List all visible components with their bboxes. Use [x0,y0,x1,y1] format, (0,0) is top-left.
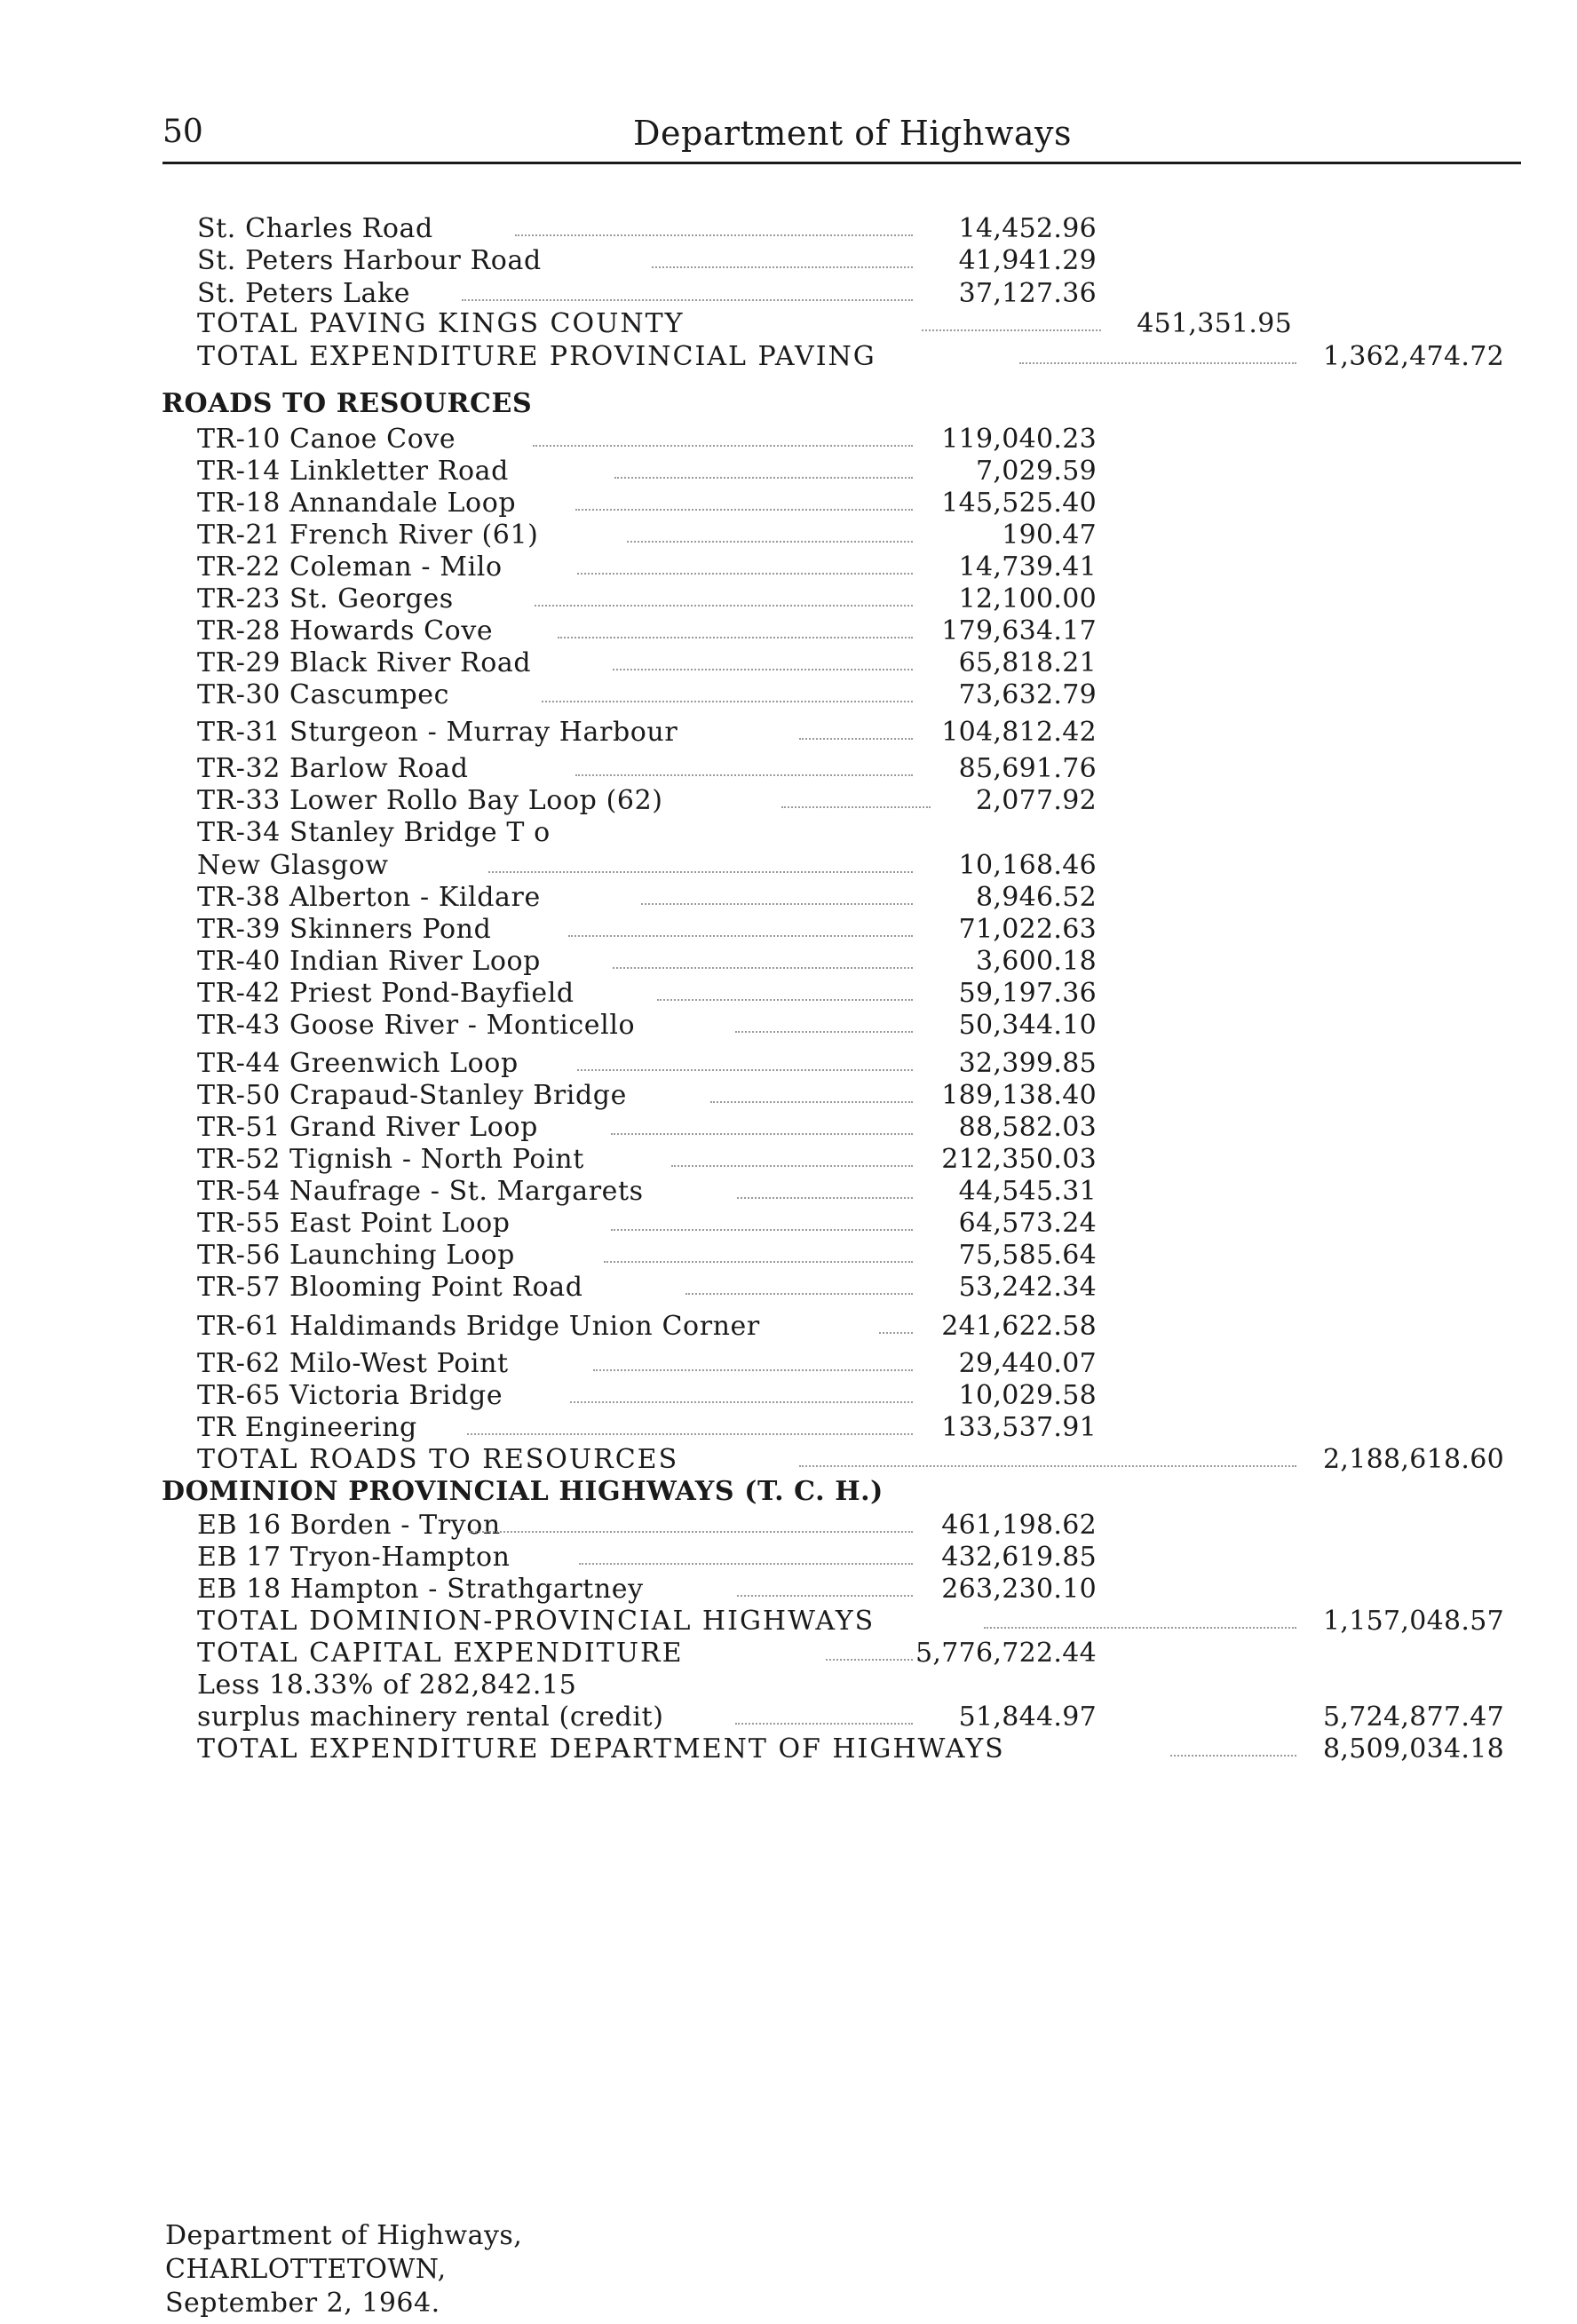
item-amount: 59,197.36 [958,978,1097,1009]
ledger-row [0,1080,1577,1112]
item-amount: 179,634.17 [941,615,1097,646]
ledger-row [0,1701,1577,1733]
section-heading [0,388,1577,420]
ledger-row [0,1670,1577,1701]
total-row [0,1606,1577,1638]
footer-date: September 2, 1964. [165,2288,440,2319]
ledger-row [0,1010,1577,1042]
dot-leader [1170,1755,1296,1757]
ledger-row [0,1176,1577,1208]
item-amount: 41,941.29 [958,245,1097,276]
dot-leader [657,999,913,1001]
row-label: TR-14 Linkletter Road [197,456,509,487]
ledger-row [0,817,1577,849]
row-label: TOTAL DOMINION-PROVINCIAL HIGHWAYS [197,1606,876,1637]
row-label: TR-38 Alberton - Kildare [197,882,541,913]
ledger-row [0,583,1577,615]
total-amount: 1,157,048.57 [1323,1606,1504,1637]
item-amount: 73,632.79 [958,679,1097,710]
row-label: TR-61 Haldimands Bridge Union Corner [197,1311,760,1342]
dot-leader [1019,362,1296,364]
row-label: EB 16 Borden - Tryon [197,1510,501,1541]
row-label: DOMINION PROVINCIAL HIGHWAYS (T. C. H.) [162,1476,884,1507]
ledger-row [0,946,1577,978]
dot-leader [575,509,913,511]
dot-leader [533,445,913,447]
footer-department: Department of Highways, [165,2220,523,2251]
row-label: TOTAL ROADS TO RESOURCES [197,1444,679,1475]
dot-leader [593,1369,913,1371]
ledger-row [0,1048,1577,1080]
dot-leader [613,967,913,969]
row-label: St. Charles Road [197,213,433,244]
total-row [0,1638,1577,1670]
row-label: TR-52 Tignish - North Point [197,1144,584,1175]
dot-leader [604,1261,913,1263]
item-amount: 29,440.07 [958,1348,1097,1379]
dot-leader [611,1133,913,1135]
item-amount: 14,452.96 [958,213,1097,244]
total-row [0,1733,1577,1765]
dot-leader [781,806,931,808]
dot-leader [575,774,913,776]
row-label: TR-50 Crapaud-Stanley Bridge [197,1080,627,1111]
item-amount: 7,029.59 [976,456,1097,487]
item-amount: 432,619.85 [941,1542,1097,1573]
footer-city: CHARLOTTETOWN, [165,2254,447,2285]
row-label: ROADS TO RESOURCES [162,388,533,419]
dot-leader [737,1595,913,1597]
dot-leader [685,1293,913,1295]
item-amount: 212,350.03 [941,1144,1097,1175]
row-label: TR-33 Lower Rollo Bay Loop (62) [197,785,663,816]
ledger-row [0,647,1577,679]
item-amount: 5,776,722.44 [915,1638,1097,1669]
item-amount: 14,739.41 [958,551,1097,583]
dot-leader [652,266,913,268]
row-label: TR-28 Howards Cove [197,615,494,646]
ledger-row [0,1412,1577,1444]
item-amount: 64,573.24 [958,1208,1097,1239]
ledger-row [0,1380,1577,1412]
row-label: TR-29 Black River Road [197,647,532,678]
total-row [0,341,1577,373]
dot-leader [627,541,913,543]
item-amount: 88,582.03 [958,1112,1097,1143]
ledger-row [0,424,1577,456]
dot-leader [641,903,913,905]
row-label: TR-30 Cascumpec [197,679,450,710]
row-label: TR-32 Barlow Road [197,753,469,784]
dot-leader [737,1197,913,1199]
row-label: TR-57 Blooming Point Road [197,1272,583,1303]
row-label: surplus machinery rental (credit) [197,1701,664,1733]
dot-leader [469,1531,913,1533]
dot-leader [735,1723,913,1725]
total-row [0,1444,1577,1476]
dot-leader [984,1627,1296,1629]
row-label: St. Peters Lake [197,278,411,309]
item-amount: 119,040.23 [941,424,1097,455]
item-amount: 85,691.76 [958,753,1097,784]
item-amount: 71,022.63 [958,914,1097,945]
row-label: TR-56 Launching Loop [197,1240,515,1271]
dot-leader [488,871,913,873]
row-label: Less 18.33% of 282,842.15 [197,1670,577,1701]
ledger-row [0,520,1577,551]
row-label: TR Engineering [197,1412,417,1443]
running-title: Department of Highways [633,114,1072,153]
ledger-row [0,914,1577,946]
item-amount: 145,525.40 [941,488,1097,519]
ledger-row [0,978,1577,1010]
dot-leader [710,1101,913,1103]
header-rule [162,162,1521,164]
ledger-row [0,1208,1577,1240]
row-label: EB 18 Hampton - Strathgartney [197,1574,644,1605]
item-amount: 3,600.18 [976,946,1097,977]
dot-leader [577,573,913,575]
item-amount: 8,946.52 [976,882,1097,913]
dot-leader [799,738,913,740]
ledger-row [0,1112,1577,1144]
row-label: TR-31 Sturgeon - Murray Harbour [197,717,678,748]
dot-leader [614,477,913,479]
item-amount: 37,127.36 [958,278,1097,309]
row-label: TR-51 Grand River Loop [197,1112,538,1143]
total-amount: 8,509,034.18 [1323,1733,1504,1765]
ledger-row [0,551,1577,583]
item-amount: 44,545.31 [958,1176,1097,1207]
ledger-row [0,785,1577,817]
row-label: TR-23 St. Georges [197,583,454,615]
ledger-row [0,753,1577,785]
row-label: TOTAL PAVING KINGS COUNTY [197,308,685,339]
item-amount: 263,230.10 [941,1574,1097,1605]
ledger-row [0,488,1577,520]
ledger-row [0,1574,1577,1606]
row-label: TR-10 Canoe Cove [197,424,456,455]
item-amount: 50,344.10 [958,1010,1097,1041]
row-label: TR-34 Stanley Bridge T o [197,817,551,848]
ledger-row [0,1542,1577,1574]
dot-leader [570,1401,913,1403]
row-label: TOTAL CAPITAL EXPENDITURE [197,1638,684,1669]
dot-leader [879,1332,913,1334]
row-label: TR-62 Milo-West Point [197,1348,509,1379]
row-label: TOTAL EXPENDITURE DEPARTMENT OF HIGHWAYS [197,1733,1005,1765]
row-label: TR-44 Greenwich Loop [197,1048,519,1079]
ledger-row [0,850,1577,882]
ledger-row [0,1144,1577,1176]
ledger-row [0,679,1577,711]
row-label: TR-43 Goose River - Monticello [197,1010,636,1041]
item-amount: 53,242.34 [958,1272,1097,1303]
dot-leader [613,669,913,670]
item-amount: 32,399.85 [958,1048,1097,1079]
item-amount: 241,622.58 [941,1311,1097,1342]
ledger-row [0,278,1577,310]
dot-leader [579,1563,913,1565]
item-amount: 51,844.97 [958,1701,1097,1733]
item-amount: 10,168.46 [958,850,1097,881]
dot-leader [826,1659,913,1661]
item-amount: 10,029.58 [958,1380,1097,1411]
row-label: TR-22 Coleman - Milo [197,551,503,583]
dot-leader [515,234,913,236]
row-label: New Glasgow [197,850,389,881]
page-number: 50 [162,114,203,150]
item-amount: 2,077.92 [976,785,1097,816]
ledger-row [0,882,1577,914]
item-amount: 133,537.91 [941,1412,1097,1443]
subtotal-amount: 451,351.95 [1137,308,1292,339]
dot-leader [611,1229,913,1231]
row-label: TR-21 French River (61) [197,520,539,551]
dot-leader [542,701,913,702]
ledger-row [0,245,1577,277]
ledger-row [0,717,1577,749]
row-label: TR-42 Priest Pond-Bayfield [197,978,575,1009]
dot-leader [577,1069,913,1071]
item-amount: 75,585.64 [958,1240,1097,1271]
dot-leader [535,605,913,607]
dot-leader [462,299,913,301]
item-amount: 12,100.00 [958,583,1097,615]
item-amount: 461,198.62 [941,1510,1097,1541]
row-label: EB 17 Tryon-Hampton [197,1542,511,1573]
row-label: TR-54 Naufrage - St. Margarets [197,1176,644,1207]
row-label: TR-40 Indian River Loop [197,946,541,977]
row-label: St. Peters Harbour Road [197,245,542,276]
item-amount: 104,812.42 [941,717,1097,748]
total-amount: 1,362,474.72 [1323,341,1504,372]
dot-leader [671,1165,913,1167]
row-label: TR-18 Annandale Loop [197,488,517,519]
ledger-row [0,1272,1577,1304]
ledger-row [0,615,1577,647]
item-amount: 189,138.40 [941,1080,1097,1111]
row-label: TR-55 East Point Loop [197,1208,511,1239]
ledger-row [0,456,1577,488]
ledger-row [0,1240,1577,1272]
dot-leader [922,329,1101,331]
item-amount: 190.47 [1002,520,1097,551]
dot-leader [467,1433,913,1435]
total-amount: 2,188,618.60 [1323,1444,1504,1475]
dot-leader [799,1465,1296,1467]
ledger-row [0,1311,1577,1343]
row-label: TR-39 Skinners Pond [197,914,492,945]
row-label: TOTAL EXPENDITURE PROVINCIAL PAVING [197,341,876,372]
page-header [162,114,1521,163]
dot-leader [568,935,913,937]
ledger-row [0,213,1577,245]
total-amount: 5,724,877.47 [1323,1701,1504,1733]
item-amount: 65,818.21 [958,647,1097,678]
dot-leader [735,1031,913,1033]
ledger-row [0,1348,1577,1380]
ledger-row [0,1510,1577,1542]
dot-leader [558,637,913,639]
total-row [0,308,1577,340]
section-heading [0,1476,1577,1508]
row-label: TR-65 Victoria Bridge [197,1380,503,1411]
